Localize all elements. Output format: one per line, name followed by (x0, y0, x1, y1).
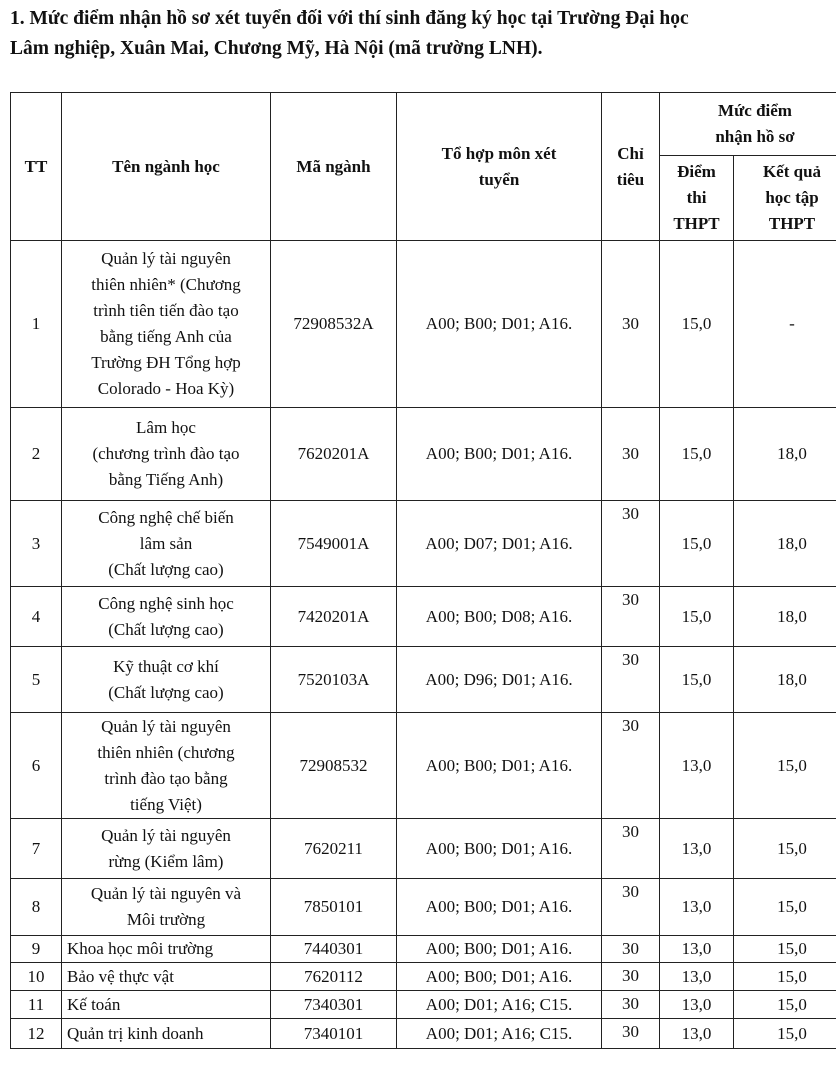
cell-major-code: 7620112 (271, 963, 397, 991)
table-row (11, 991, 836, 1019)
cell-quota: 30 (602, 936, 660, 963)
cell-quota: 30 (602, 713, 660, 819)
cell-exam-score: 15,0 (660, 647, 734, 713)
cell-tt: 2 (11, 408, 62, 501)
cell-major-code: 7340301 (271, 991, 397, 1019)
header-tt: TT (11, 93, 62, 241)
cell-tt: 10 (11, 963, 62, 991)
cell-quota: 30 (602, 879, 660, 936)
cell-major-name: Kế toán (62, 991, 271, 1019)
cell-major-code: 7620201A (271, 408, 397, 501)
cell-subject-combination: A00; D01; A16; C15. (397, 991, 602, 1019)
cell-quota: 30 (602, 647, 660, 713)
table-body (11, 241, 836, 1049)
cell-transcript-score: 15,0 (734, 1019, 836, 1049)
cell-quota: 30 (602, 991, 660, 1019)
table-row (11, 241, 836, 408)
table-row (11, 879, 836, 936)
cell-major-name: Công nghệ sinh học (Chất lượng cao) (62, 587, 271, 647)
cell-major-name: Kỹ thuật cơ khí (Chất lượng cao) (62, 647, 271, 713)
cell-transcript-score: 15,0 (734, 879, 836, 936)
cell-transcript-score: - (734, 241, 836, 408)
cell-major-code: 7620211 (271, 819, 397, 879)
header-threshold: Mức điểm nhận hồ sơ (660, 93, 836, 156)
cell-major-code: 7340101 (271, 1019, 397, 1049)
cell-exam-score: 15,0 (660, 408, 734, 501)
cell-exam-score: 13,0 (660, 1019, 734, 1049)
cell-major-name: Bảo vệ thực vật (62, 963, 271, 991)
cell-major-name: Quản lý tài nguyên rừng (Kiểm lâm) (62, 819, 271, 879)
cell-major-code: 72908532A (271, 241, 397, 408)
cell-major-name: Quản lý tài nguyên thiên nhiên (chương trình đào tạo bằng tiếng Việt) (62, 713, 271, 819)
cell-tt: 6 (11, 713, 62, 819)
cell-tt: 4 (11, 587, 62, 647)
cell-transcript-score: 18,0 (734, 408, 836, 501)
table-row (11, 587, 836, 647)
cell-major-code: 7520103A (271, 647, 397, 713)
cell-transcript-score: 15,0 (734, 963, 836, 991)
cell-major-code: 72908532 (271, 713, 397, 819)
cell-subject-combination: A00; B00; D01; A16. (397, 713, 602, 819)
header-major-code: Mã ngành (271, 93, 397, 241)
cell-quota: 30 (602, 1019, 660, 1049)
cell-quota: 30 (602, 408, 660, 501)
cell-exam-score: 15,0 (660, 501, 734, 587)
table-row (11, 819, 836, 879)
cell-transcript-score: 15,0 (734, 713, 836, 819)
cell-major-name: Quản lý tài nguyên và Môi trường (62, 879, 271, 936)
cell-exam-score: 13,0 (660, 963, 734, 991)
cell-major-code: 7850101 (271, 879, 397, 936)
cell-exam-score: 13,0 (660, 819, 734, 879)
cell-major-code: 7440301 (271, 936, 397, 963)
cell-tt: 12 (11, 1019, 62, 1049)
cell-major-code: 7420201A (271, 587, 397, 647)
cell-subject-combination: A00; D01; A16; C15. (397, 1019, 602, 1049)
cell-major-name: Lâm học (chương trình đào tạo bằng Tiếng Anh) (62, 408, 271, 501)
cell-subject-combination: A00; B00; D01; A16. (397, 879, 602, 936)
cell-subject-combination: A00; B00; D01; A16. (397, 819, 602, 879)
cell-transcript-score: 18,0 (734, 587, 836, 647)
table-row (11, 713, 836, 819)
cell-tt: 11 (11, 991, 62, 1019)
cell-exam-score: 13,0 (660, 991, 734, 1019)
cell-subject-combination: A00; B00; D01; A16. (397, 408, 602, 501)
table-row (11, 1019, 836, 1049)
cell-major-name: Khoa học môi trường (62, 936, 271, 963)
cell-exam-score: 15,0 (660, 587, 734, 647)
table-row (11, 936, 836, 963)
cell-transcript-score: 15,0 (734, 819, 836, 879)
header-transcript-score: Kết quả học tập THPT (734, 156, 836, 241)
cell-tt: 1 (11, 241, 62, 408)
cell-quota: 30 (602, 963, 660, 991)
cell-quota: 30 (602, 241, 660, 408)
cell-transcript-score: 18,0 (734, 501, 836, 587)
cell-tt: 3 (11, 501, 62, 587)
header-subject-combination: Tổ hợp môn xét tuyển (397, 93, 602, 241)
cell-tt: 7 (11, 819, 62, 879)
cell-major-code: 7549001A (271, 501, 397, 587)
admission-threshold-table (10, 92, 836, 1049)
cell-transcript-score: 18,0 (734, 647, 836, 713)
cell-subject-combination: A00; D07; D01; A16. (397, 501, 602, 587)
table-row (11, 408, 836, 501)
cell-exam-score: 15,0 (660, 241, 734, 408)
cell-subject-combination: A00; D96; D01; A16. (397, 647, 602, 713)
table-row (11, 963, 836, 991)
cell-subject-combination: A00; B00; D01; A16. (397, 241, 602, 408)
cell-major-name: Công nghệ chế biến lâm sản (Chất lượng cao) (62, 501, 271, 587)
header-exam-score: Điểm thi THPT (660, 156, 734, 241)
cell-subject-combination: A00; B00; D08; A16. (397, 587, 602, 647)
cell-subject-combination: A00; B00; D01; A16. (397, 936, 602, 963)
cell-tt: 8 (11, 879, 62, 936)
cell-exam-score: 13,0 (660, 936, 734, 963)
table-row (11, 501, 836, 587)
document-heading (10, 4, 836, 64)
heading-line-2: Lâm nghiệp, Xuân Mai, Chương Mỹ, Hà Nội (mã trường LNH). (10, 38, 543, 59)
cell-major-name: Quản lý tài nguyên thiên nhiên* (Chương trình tiên tiến đào tạo bằng tiếng Anh của Trường ĐH Tổng hợp Colorado - Hoa Kỳ) (62, 241, 271, 408)
cell-quota: 30 (602, 587, 660, 647)
table-row (11, 647, 836, 713)
cell-exam-score: 13,0 (660, 713, 734, 819)
cell-major-name: Quản trị kinh doanh (62, 1019, 271, 1049)
cell-subject-combination: A00; B00; D01; A16. (397, 963, 602, 991)
cell-quota: 30 (602, 819, 660, 879)
cell-transcript-score: 15,0 (734, 991, 836, 1019)
header-quota: Chỉ tiêu (602, 93, 660, 241)
cell-exam-score: 13,0 (660, 879, 734, 936)
cell-transcript-score: 15,0 (734, 936, 836, 963)
header-major-name: Tên ngành học (62, 93, 271, 241)
heading-line-1: 1. Mức điểm nhận hồ sơ xét tuyển đối với thí sinh đăng ký học tại Trường Đại học (10, 8, 689, 29)
cell-quota: 30 (602, 501, 660, 587)
cell-tt: 5 (11, 647, 62, 713)
cell-tt: 9 (11, 936, 62, 963)
